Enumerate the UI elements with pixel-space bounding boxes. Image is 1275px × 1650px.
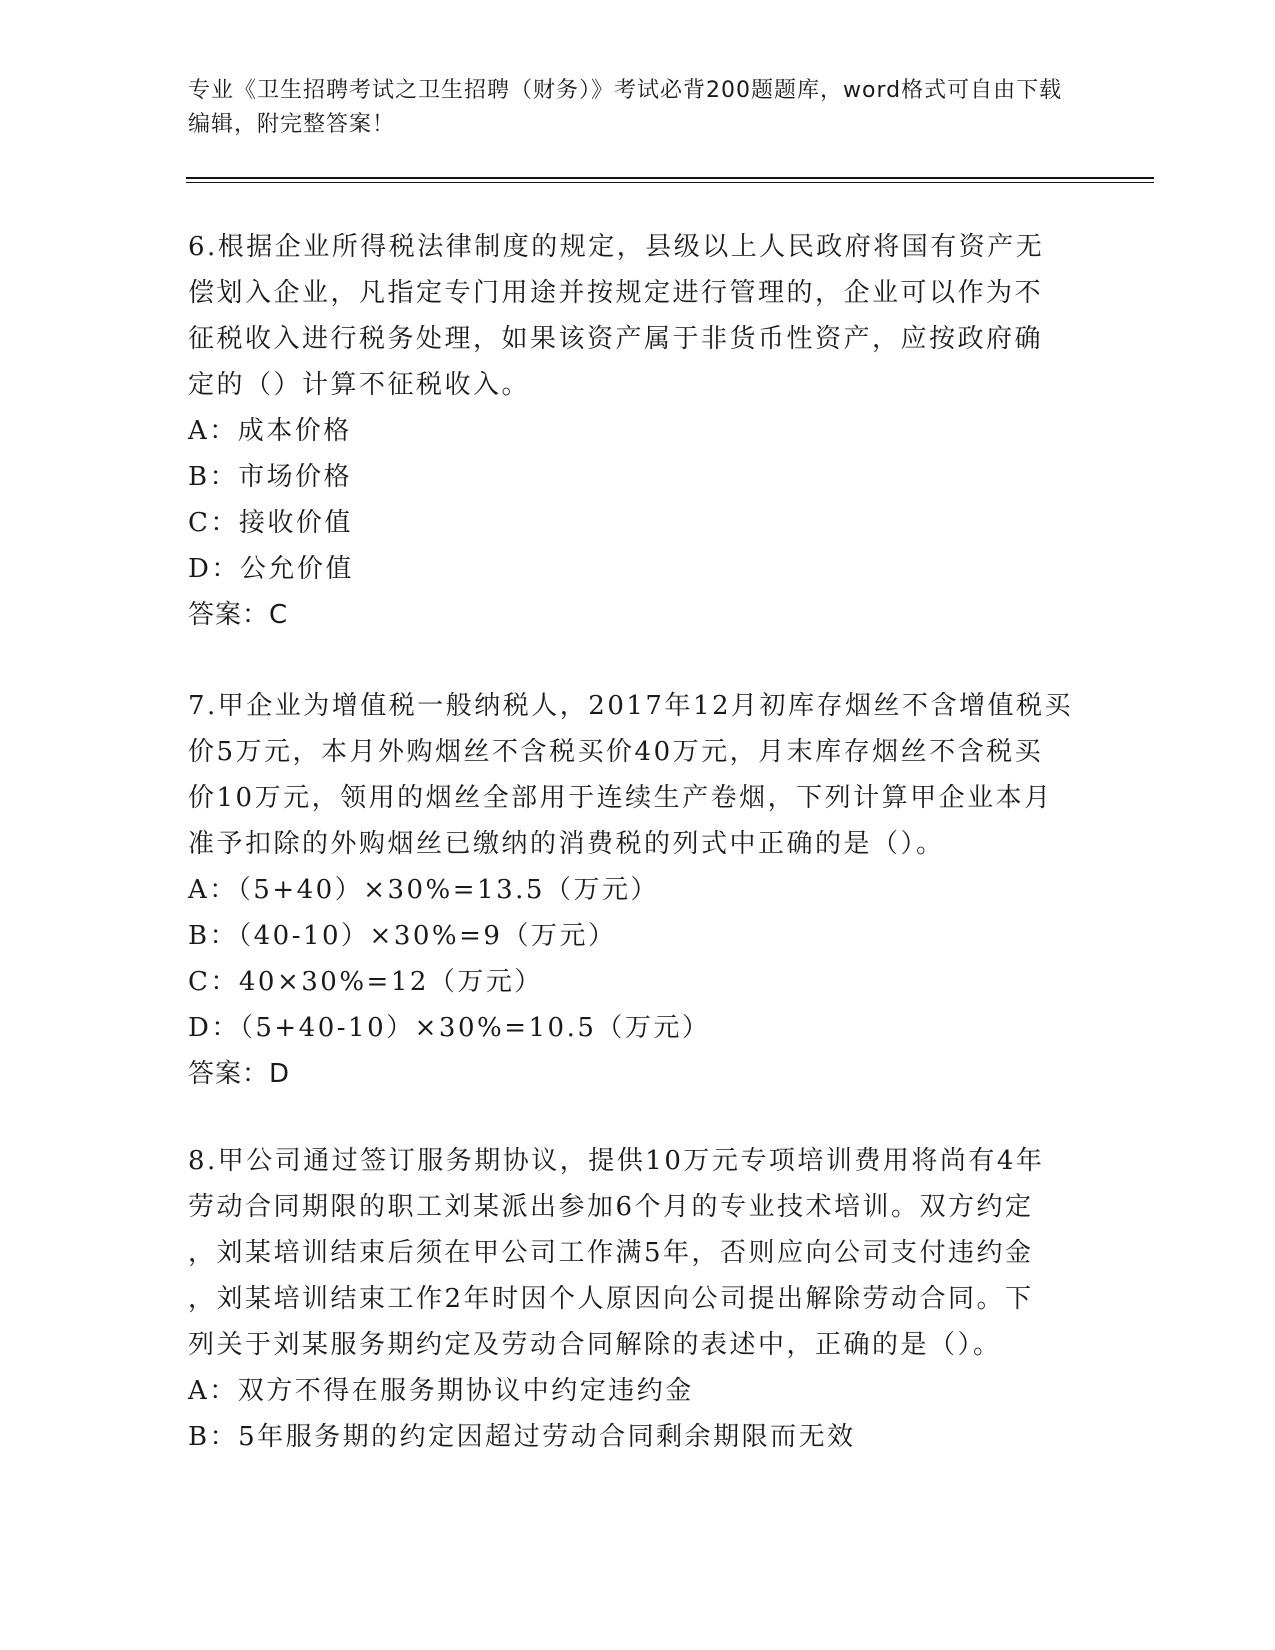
question-8	[188, 1138, 1088, 1460]
document-header: 专业《卫生招聘考试之卫生招聘（财务）》考试必背200题题库，word格式可自由下载编辑，附完整答案！	[188, 78, 1063, 137]
question-line: ，刘某培训结束后须在甲公司工作满5年，否则应向公司支付违约金	[188, 1238, 1034, 1268]
question-line: 准予扣除的外购烟丝已缴纳的消费税的列式中正确的是（）。	[188, 829, 945, 859]
question-line: 征税收入进行税务处理，如果该资产属于非货币性资产，应按政府确	[188, 324, 1044, 354]
question-line: 定的（）计算不征税收入。	[188, 370, 531, 400]
question-line: 7.甲企业为增值税一般纳税人，2017年12月初库存烟丝不含增值税买	[188, 691, 1074, 721]
option-a: A：双方不得在服务期协议中约定违约金	[188, 1376, 694, 1406]
option-d: D：公允价值	[188, 554, 354, 584]
option-a: A：成本价格	[188, 416, 352, 446]
answer: 答案：C	[188, 600, 289, 630]
question-line: 6.根据企业所得税法律制度的规定，县级以上人民政府将国有资产无	[188, 232, 1045, 262]
question-6	[188, 224, 1088, 638]
question-line: 劳动合同期限的职工刘某派出参加6个月的专业技术培训。双方约定	[188, 1192, 1034, 1222]
question-line: ，刘某培训结束工作2年时因个人原因向公司提出解除劳动合同。下	[188, 1284, 1034, 1314]
option-b: B：5年服务期的约定因超过劳动合同剩余期限而无效	[188, 1422, 856, 1452]
option-c: C：40×30%=12（万元）	[188, 967, 543, 997]
option-b: B：（40-10）×30%=9（万元）	[188, 921, 617, 951]
question-line: 价10万元，领用的烟丝全部用于连续生产卷烟，下列计算甲企业本月	[188, 783, 1053, 813]
option-b: B：市场价格	[188, 462, 353, 492]
option-a: A：（5+40）×30%=13.5（万元）	[188, 875, 659, 905]
header-rule-top	[186, 177, 1154, 179]
question-line: 偿划入企业，凡指定专门用途并按规定进行管理的，企业可以作为不	[188, 278, 1044, 308]
header-rule-bottom	[186, 182, 1154, 183]
answer: 答案：D	[188, 1059, 291, 1089]
option-c: C：接收价值	[188, 508, 353, 538]
option-d: D：（5+40-10）×30%=10.5（万元）	[188, 1013, 711, 1043]
question-7	[188, 683, 1088, 1097]
question-line: 列关于刘某服务期约定及劳动合同解除的表述中，正确的是（）。	[188, 1330, 1002, 1360]
question-line: 价5万元，本月外购烟丝不含税买价40万元，月末库存烟丝不含税买	[188, 737, 1044, 767]
question-line: 8.甲公司通过签订服务期协议，提供10万元专项培训费用将尚有4年	[188, 1146, 1045, 1176]
